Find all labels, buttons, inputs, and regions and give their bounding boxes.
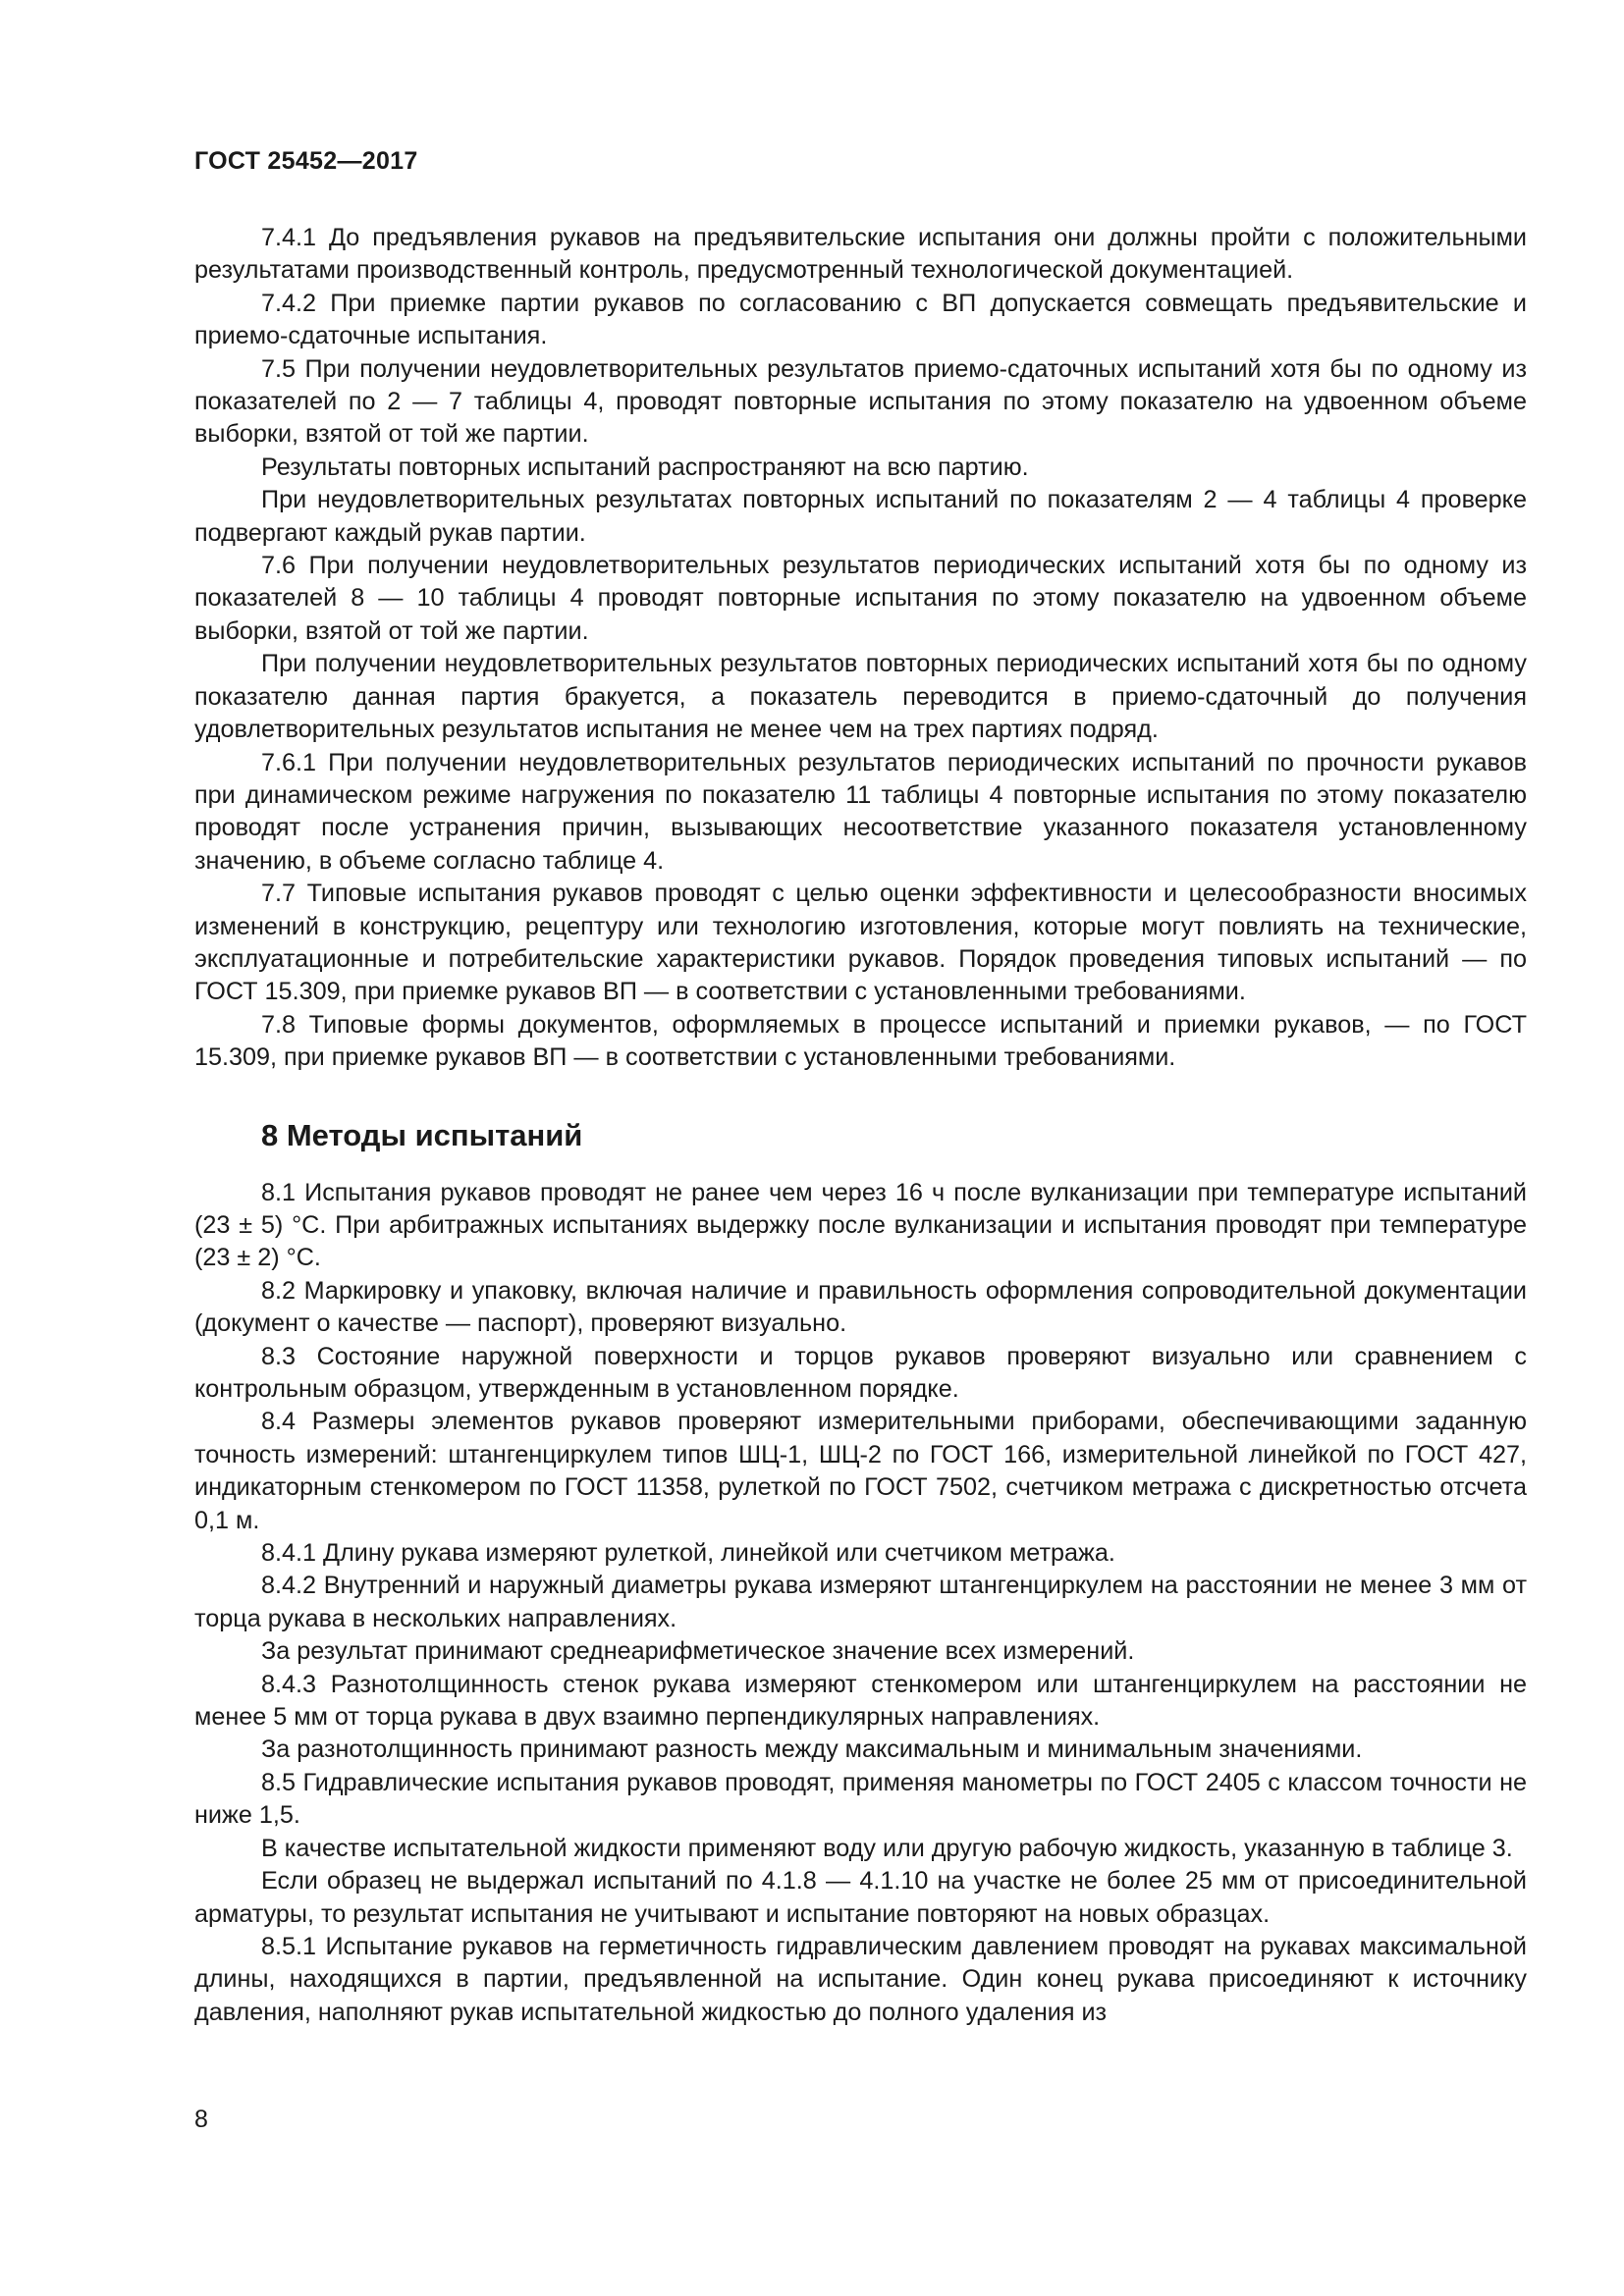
document-header: ГОСТ 25452—2017 <box>194 147 418 175</box>
paragraph: В качестве испытательной жидкости применяют воду или другую рабочую жидкость, указанную в таблице 3. <box>261 1834 1513 1862</box>
paragraph: При получении неудовлетворительных результатов повторных периодических испытаний хотя бы по одному показателю данная партия бракуется, а показатель переводится в приемо-сдаточный до получения удовлетворительных результатов испытания не менее чем на трех партиях подряд. <box>194 650 1527 744</box>
paragraph: 8.4.1 Длину рукава измеряют рулеткой, линейкой или счетчиком метража. <box>261 1539 1115 1568</box>
paragraph: 8.1 Испытания рукавов проводят не ранее чем через 16 ч после вулканизации при температуре испытаний (23 ± 5) °С. При арбитражных испытаниях выдержку после вулканизации и испытания проводят при температуре (23 ± 2) °С. <box>194 1178 1527 1272</box>
paragraph: При неудовлетворительных результатах повторных испытаний по показателям 2 — 4 таблицы 4 проверке подвергают каждый рукав партии. <box>194 486 1527 547</box>
paragraph: 7.4.2 При приемке партии рукавов по согласованию с ВП допускается совмещать предъявительские и приемо-сдаточные испытания. <box>194 289 1527 350</box>
document-body <box>194 222 1527 2029</box>
paragraph: 7.5 При получении неудовлетворительных результатов приемо-сдаточных испытаний хотя бы по одному из показателей по 2 — 7 таблицы 4, проводят повторные испытания по этому показателю на удвоенном объеме выборки, взятой от той же партии. <box>194 354 1527 449</box>
paragraph: 8.4.3 Разнотолщинность стенок рукава измеряют стенкомером или штангенциркулем на расстоянии не менее 5 мм от торца рукава в двух взаимно перпендикулярных направлениях. <box>194 1670 1527 1732</box>
paragraph: 7.4.1 До предъявления рукавов на предъявительские испытания они должны пройти с положительными результатами производственный контроль, предусмотренный технологической документацией. <box>194 224 1527 285</box>
paragraph: 7.8 Типовые формы документов, оформляемых в процессе испытаний и приемки рукавов, — по ГОСТ 15.309, при приемке рукавов ВП — в соответствии с установленными требованиями. <box>194 1010 1527 1072</box>
paragraph: 8.5.1 Испытание рукавов на герметичность гидравлическим давлением проводят на рукавах максимальной длины, находящихся в партии, предъявленной на испытание. Один конец рукава присоединяют к источнику давления, наполняют рукав испытательной жидкостью до полного удаления из <box>194 1932 1527 2026</box>
paragraph: 7.6 При получении неудовлетворительных результатов периодических испытаний хотя бы по одному из показателей 8 — 10 таблицы 4 проводят повторные испытания по этому показателю на удвоенном объеме выборки, взятой от той же партии. <box>194 552 1527 645</box>
page-number: 8 <box>194 2106 208 2133</box>
paragraph: 7.7 Типовые испытания рукавов проводят с целью оценки эффективности и целесообразности вносимых изменений в конструкцию, рецептуру или технологию изготовления, которые могут повлиять на технические, эксплуатационные и потребительские характеристики рукавов. Порядок проведения типовых испытаний — по ГОСТ 15.309, при приемке рукавов ВП — в соответствии с установленными требованиями. <box>194 880 1527 1006</box>
paragraph: За разнотолщинность принимают разность между максимальным и минимальным значениями. <box>261 1735 1363 1764</box>
paragraph: 7.6.1 При получении неудовлетворительных результатов периодических испытаний по прочности рукавов при динамическом режиме нагружения по показателю 11 таблицы 4 повторные испытания по этому показателю проводят после устранения причин, вызывающих несоответствие указанного показателя установленному значению, в объеме согласно таблице 4. <box>194 748 1527 875</box>
paragraph: За результат принимают среднеарифметическое значение всех измерений. <box>261 1637 1135 1666</box>
paragraph: 8.2 Маркировку и упаковку, включая наличие и правильность оформления сопроводительной документации (документ о качестве — паспорт), проверяют визуально. <box>194 1276 1527 1338</box>
paragraph: Результаты повторных испытаний распространяют на всю партию. <box>261 453 1029 481</box>
paragraph: 8.5 Гидравлические испытания рукавов проводят, применяя манометры по ГОСТ 2405 с классом точности не ниже 1,5. <box>194 1768 1527 1830</box>
paragraph: Если образец не выдержал испытаний по 4.1.8 — 4.1.10 на участке не более 25 мм от присоединительной арматуры, то результат испытания не учитывают и испытание повторяют на новых образцах. <box>194 1867 1527 1928</box>
paragraph: 8.4.2 Внутренний и наружный диаметры рукава измеряют штангенциркулем на расстоянии не менее 3 мм от торца рукава в нескольких направлениях. <box>194 1572 1527 1632</box>
paragraphs-before-section <box>194 222 1527 1075</box>
section-title: 8 Методы испытаний <box>261 1117 583 1152</box>
paragraph: 8.3 Состояние наружной поверхности и торцов рукавов проверяют визуально или сравнением с контрольным образцом, утвержденным в установленном порядке. <box>194 1342 1527 1403</box>
paragraph: 8.4 Размеры элементов рукавов проверяют измерительными приборами, обеспечивающими заданную точность измерений: штангенциркулем типов ШЦ-1, ШЦ-2 по ГОСТ 166, измерительной линейкой по ГОСТ 427, индикаторным стенкомером по ГОСТ 11358, рулеткой по ГОСТ 7502, счетчиком метража с дискретностью отсчета 0,1 м. <box>194 1408 1527 1534</box>
paragraphs-after-section <box>194 1177 1527 2030</box>
